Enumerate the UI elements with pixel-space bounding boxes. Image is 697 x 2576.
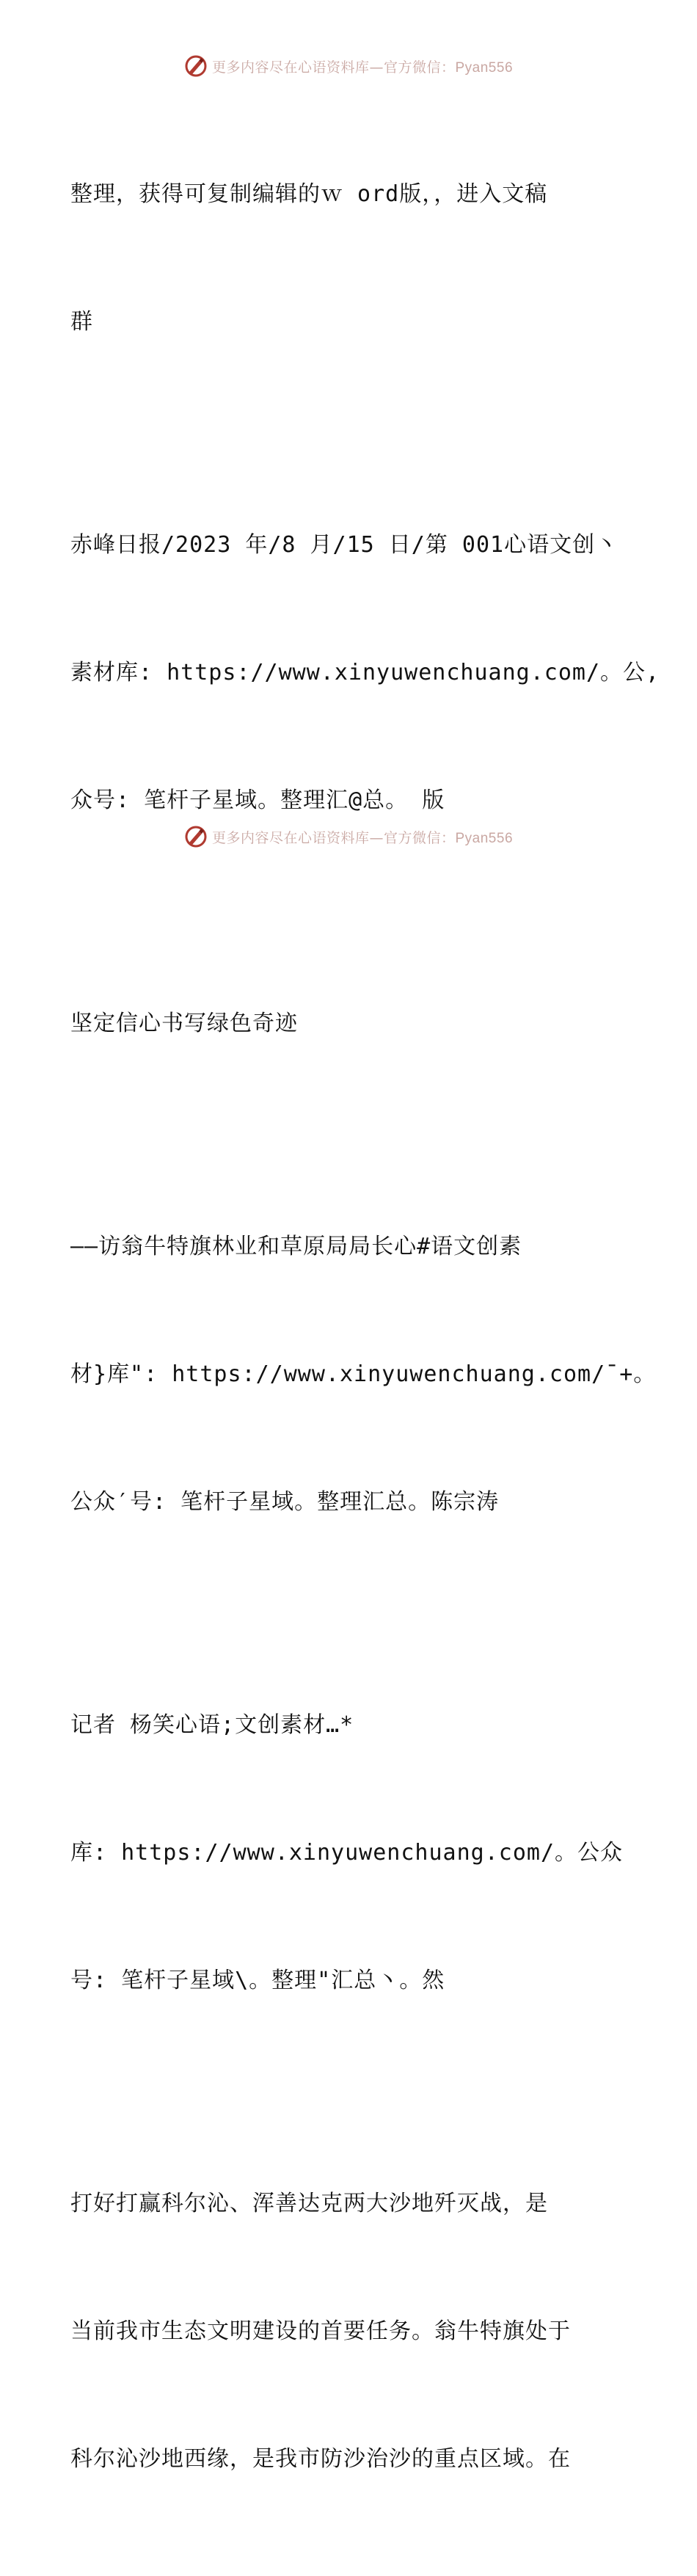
text-line: 记者 杨笑心语;文创素材…* bbox=[70, 1712, 354, 1738]
text-line: 公众′号: 笔杆子星域。整理汇总。陈宗涛 bbox=[70, 1489, 500, 1515]
text-line: ——访翁牛特旗林业和草原局局长心#语文创素 bbox=[70, 1234, 522, 1259]
text-line: 当前我市生态文明建设的首要任务。翁牛特旗处于 bbox=[70, 2318, 571, 2344]
watermark-official: 官方微信： bbox=[383, 829, 456, 846]
watermark-brand: Pyan556 bbox=[455, 59, 514, 76]
text-line: 赤峰日报/2023 年/8 月/15 日/第 001心语文创丶 bbox=[70, 532, 618, 558]
watermark-text bbox=[212, 827, 513, 847]
footer-watermark bbox=[0, 823, 697, 850]
byline-paragraph bbox=[70, 1619, 628, 2087]
watermark-official: 官方微信： bbox=[383, 59, 456, 76]
document-body bbox=[70, 88, 660, 2576]
text-line: 库: https://www.xinyuwenchuang.com/。公众 bbox=[70, 1840, 624, 1866]
text-line: 众号: 笔杆子星域。整理汇@总。 版 bbox=[70, 787, 445, 813]
body-paragraph bbox=[70, 2097, 628, 2566]
watermark-text bbox=[212, 57, 513, 76]
watermark-dash: — bbox=[369, 59, 384, 76]
watermark-main: 更多内容尽在心语资料库 bbox=[211, 829, 370, 846]
text-line: 素材库: https://www.xinyuwenchuang.com/。公, bbox=[70, 660, 660, 685]
header-watermark bbox=[0, 53, 697, 79]
pen-logo-icon bbox=[184, 825, 208, 848]
subheadline bbox=[70, 1140, 657, 1609]
text-line: 整理，获得可复制编辑的ｗ ord版，，进入文稿 bbox=[70, 181, 548, 207]
text-line: 打好打赢科尔沁、浑善达克两大沙地歼灭战，是 bbox=[70, 2191, 548, 2216]
text-line: 材}库": https://www.xinyuwenchuang.com/¯+。 bbox=[70, 1361, 657, 1387]
watermark-dash: — bbox=[369, 829, 384, 846]
text-line: 群 bbox=[70, 309, 93, 335]
text-line: 号: 笔杆子星域\。整理"汇总丶。然 bbox=[70, 1968, 445, 1993]
intro-paragraph bbox=[70, 88, 628, 429]
headline bbox=[70, 917, 628, 1130]
watermark-main: 更多内容尽在心语资料库 bbox=[211, 59, 370, 76]
text-line: 科尔沁沙地西缘，是我市防沙治沙的重点区域。在 bbox=[70, 2446, 571, 2472]
text-line: 坚定信心书写绿色奇迹 bbox=[70, 1011, 298, 1036]
pen-logo-icon bbox=[184, 54, 208, 78]
watermark-brand: Pyan556 bbox=[455, 830, 514, 846]
